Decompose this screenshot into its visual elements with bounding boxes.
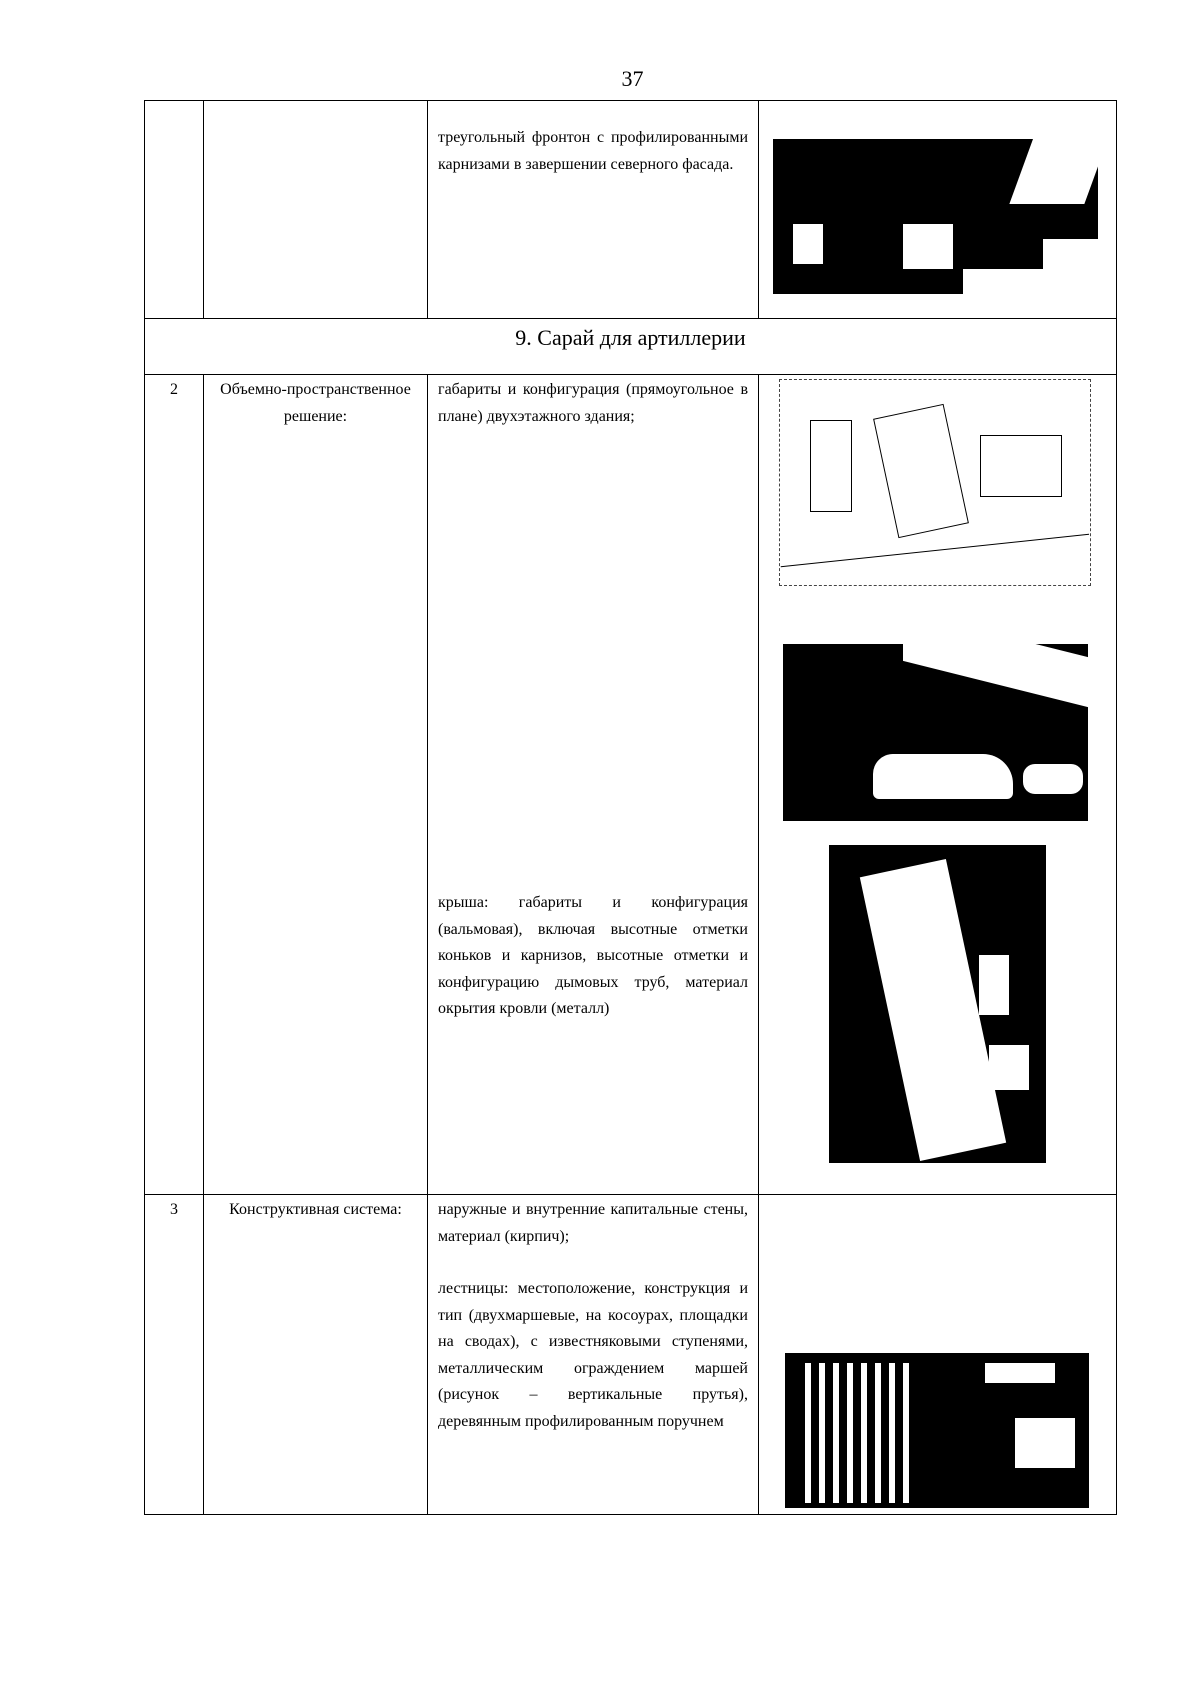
facade-photo: [783, 614, 1088, 821]
row-name: [204, 101, 428, 319]
row-description: [428, 375, 759, 1195]
site-plan: [779, 379, 1091, 586]
image-cell: [759, 101, 1117, 319]
page-number: 37: [621, 66, 644, 91]
row-number: 3: [145, 1195, 204, 1515]
image-cell: [759, 375, 1117, 1195]
table-row: [145, 101, 1117, 319]
row-description: [428, 1195, 759, 1515]
row-description: треугольный фронтон с профилированными карнизами в завершении северного фасада.: [428, 101, 759, 319]
desc-part-2: лестницы: местоположение, конструкция и тип (двухмаршевые, на косоурах, площадки на сводах), с известняковыми ступенями, металлическим ограждением маршей (рисунок – вертикальные прутья), деревянным профилированным поручнем: [438, 1280, 748, 1430]
table-row: [145, 1195, 1117, 1515]
desc-part-2: крыша: габариты и конфигурация (вальмовая), включая высотные отметки коньков и карнизов, высотные отметки и конфигурацию дымовых труб, материал окрытия кровли (металл): [438, 894, 748, 1017]
section-title: 9. Сарай для артиллерии: [145, 319, 1117, 375]
row-number: 2: [145, 375, 204, 1195]
heritage-table: [144, 100, 1117, 1515]
desc-part-1: габариты и конфигурация (прямоугольное в плане) двухэтажного здания;: [438, 381, 748, 425]
row-number: [145, 101, 204, 319]
image-cell: [759, 1195, 1117, 1515]
building-photo: [773, 129, 1098, 294]
section-row: [145, 319, 1117, 375]
row-name: Объемно-пространственное решение:: [204, 375, 428, 1195]
table-row: [145, 375, 1117, 1195]
staircase-photo: [785, 1308, 1089, 1508]
desc-part-1: наружные и внутренние капитальные стены, материал (кирпич);: [438, 1201, 748, 1245]
row-name: Конструктивная система:: [204, 1195, 428, 1515]
aerial-roof-photo: [829, 845, 1046, 1163]
